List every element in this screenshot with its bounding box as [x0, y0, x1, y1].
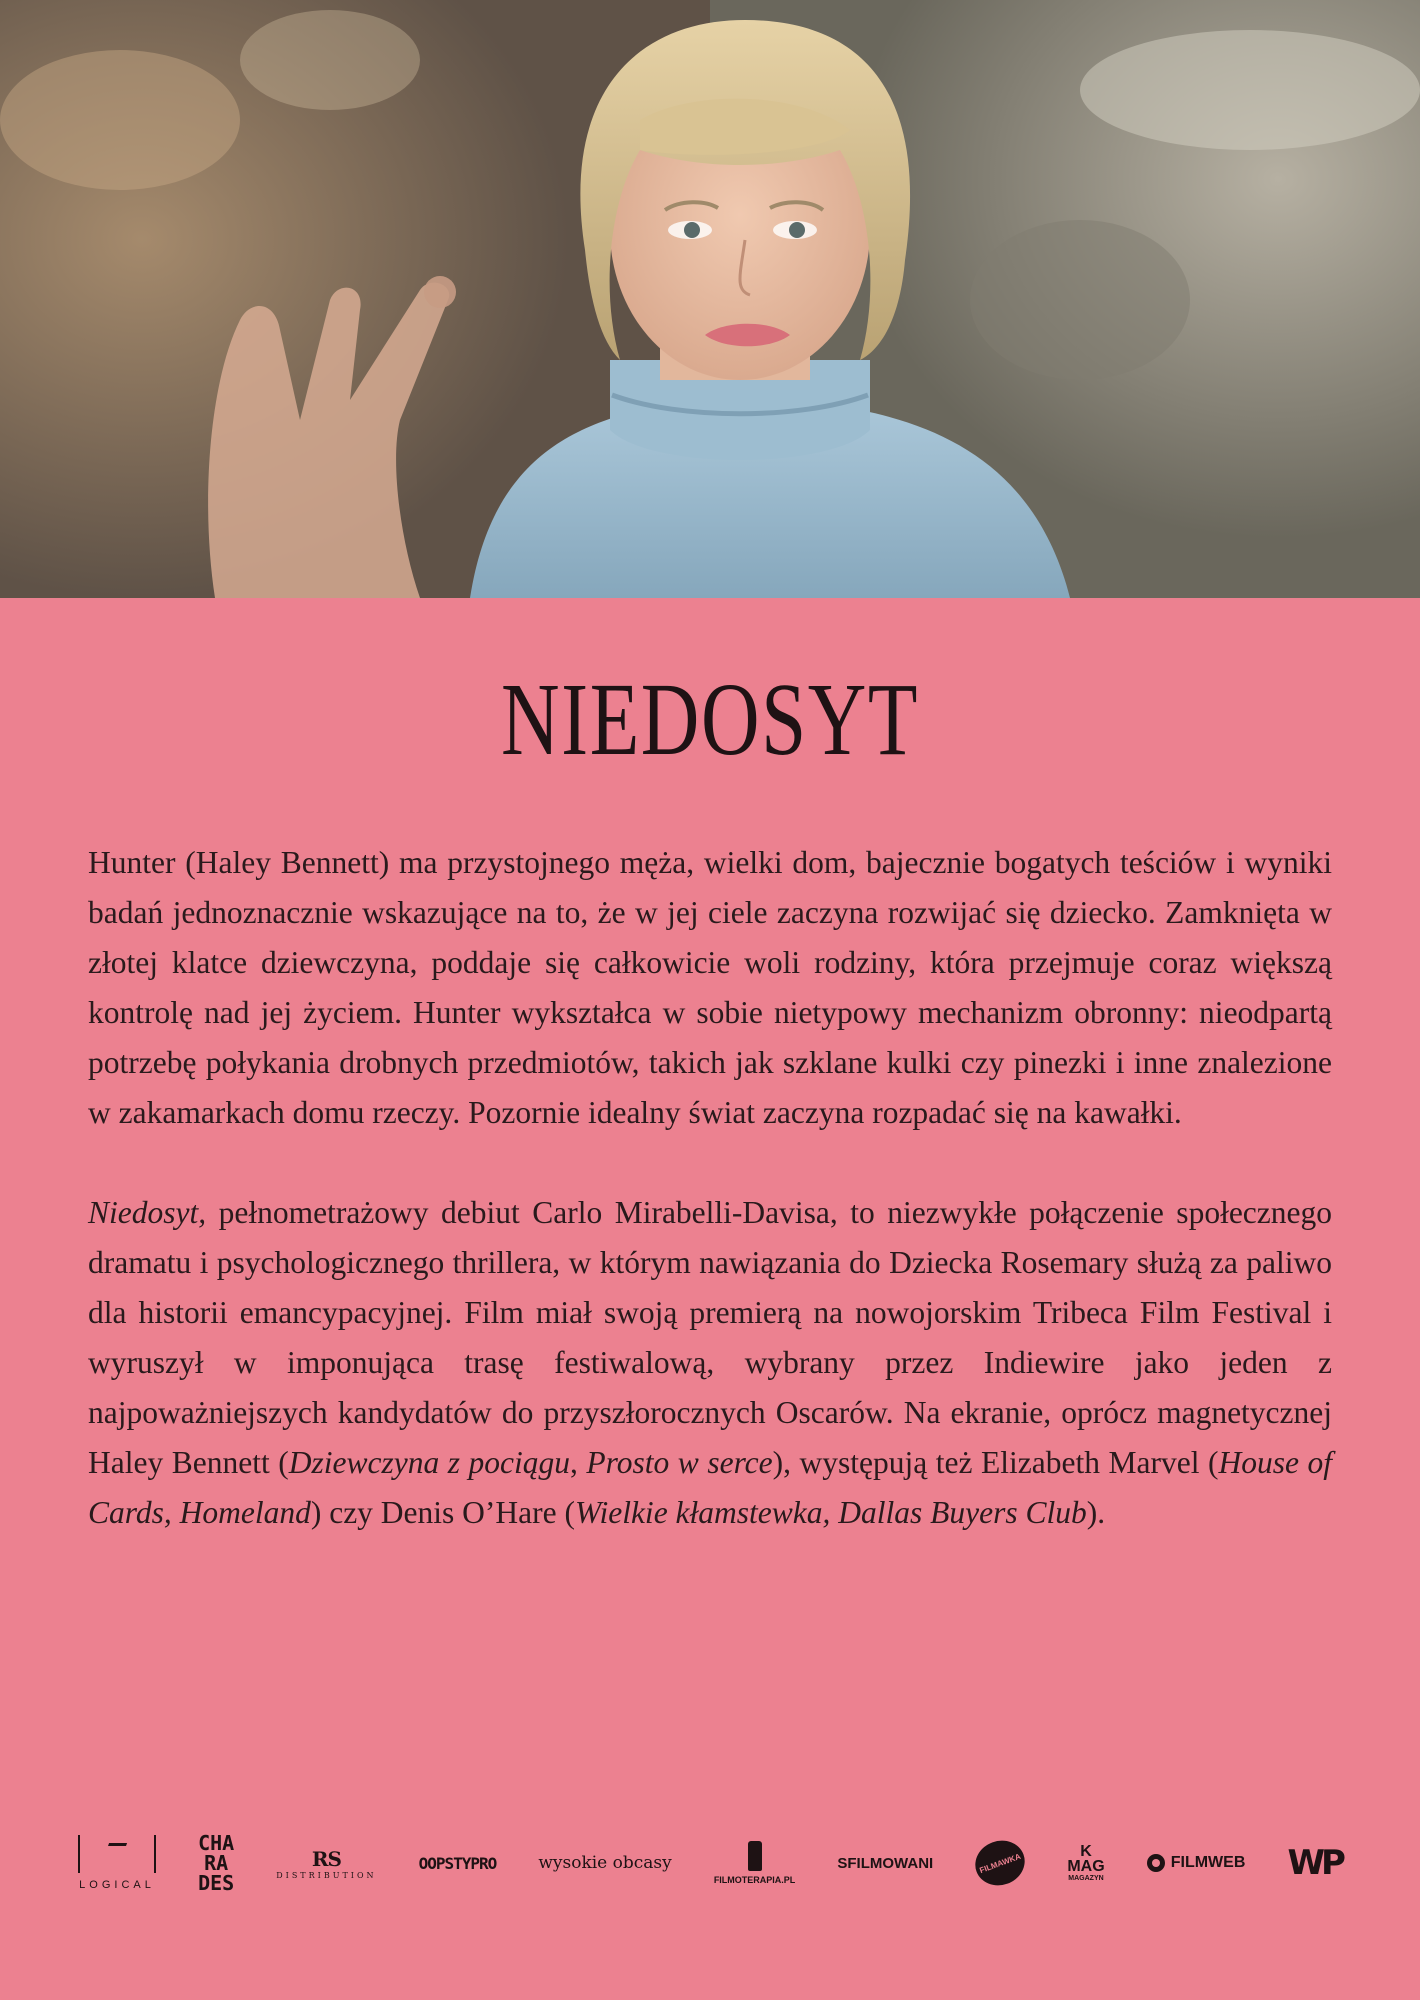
logo-charades-line-3: DES: [198, 1871, 235, 1895]
sponsor-logos: [78, 1818, 1342, 1908]
logo-sfilmowani: SFILMOWANI: [837, 1854, 934, 1872]
logo-logical-text: LOGICAL: [79, 1879, 155, 1891]
film-ref-4: Wielkie kłamstewka, Dallas Buyers Club: [574, 1495, 1087, 1530]
logo-kmag-mag: MAG: [1067, 1857, 1105, 1875]
logo-charades: [198, 1833, 234, 1893]
logo-logical: [78, 1835, 156, 1891]
film-title: NIEDOSYT: [500, 662, 920, 777]
synopsis-paragraph-2: [88, 1188, 1332, 1538]
synopsis-paragraph-1: Hunter (Haley Bennett) ma przystojnego męża, wielki dom, bajecznie bogatych teściów i wyniki badań jednoznacznie wskazujące na to, że w jej ciele zaczyna rozwijać się dziecko. Zamknięta w złotej klatce dziewczyna, poddaje się całkowicie woli rodziny, która przejmuje coraz większą kontrolę nad jej życiem. Hunter wykształca w sobie nietypowy mechanizm obronny: nieodpartą potrzebę połykania drobnych przedmiotów, takich jak szklane kulki czy pinezki i inne znalezione w zakamarkach domu rzeczy. Pozornie idealny świat zaczyna rozpadać się na kawałki.: [88, 845, 1332, 1130]
filmweb-reel-icon: [1147, 1854, 1165, 1872]
hero-photo: [0, 0, 1420, 598]
logo-wp: WP: [1287, 1843, 1342, 1883]
logo-kmag-k: K: [1080, 1842, 1092, 1860]
logo-filmawka: [975, 1841, 1025, 1885]
logo-rs-sub: DISTRIBUTION: [276, 1870, 377, 1880]
p2-text-d: ).: [1086, 1495, 1106, 1530]
film-ref-3: House of Cards, Homeland: [88, 1445, 1332, 1530]
logo-charades-line-1: CHA: [198, 1831, 235, 1855]
synopsis: [88, 838, 1332, 1538]
p2-text-b: ), występują też Elizabeth Marvel (: [772, 1445, 1219, 1480]
bottle-icon: [748, 1841, 762, 1871]
logo-kmag: [1067, 1844, 1104, 1883]
logo-kmag-sub: MAGAZYN: [1068, 1874, 1104, 1882]
logical-mark-icon: [78, 1835, 156, 1873]
logo-filmawka-badge: FILMAWKA: [969, 1834, 1031, 1892]
p2-sep-1: ,: [570, 1445, 587, 1480]
logo-filmoterapia: [714, 1841, 796, 1885]
logo-filmweb: [1147, 1854, 1246, 1872]
logo-filmoterapia-text: FILMOTERAPIA.PL: [713, 1875, 796, 1885]
logo-wysokie-obcasy: wysokie obcasy: [538, 1853, 672, 1873]
film-ref-2: Prosto w serce: [586, 1445, 773, 1480]
hero-photo-illustration: [0, 0, 1420, 598]
logo-rs-main: RS: [311, 1846, 341, 1871]
film-title-italic: Niedosyt,: [88, 1195, 207, 1230]
logo-filmweb-text: FILMWEB: [1170, 1854, 1246, 1871]
p2-text-c: ) czy Denis O’Hare (: [310, 1495, 575, 1530]
logo-charades-line-2: RA: [204, 1851, 229, 1875]
p2-text-a: pełnometrażowy debiut Carlo Mirabelli-Davisa, to niezwykłe połączenie społecznego dramatu i psychologicznego thrillera, w którym nawiązania do Dziecka Rosemary służą za paliwo dla historii emancypacyjnej. Film miał swoją premierą na nowojorskim Tribeca Film Festival i wyruszył w imponująca trasę festiwalową, wybrany przez Indiewire jako jeden z najpoważniejszych kandydatów do przyszłorocznych Oscarów. Na ekranie, oprócz magnetycznej Haley Bennett (: [88, 1195, 1332, 1480]
logo-ops: OOPSTYPRO: [418, 1853, 497, 1873]
logo-rs-distribution: [276, 1847, 376, 1880]
film-ref-1: Dziewczyna z pociągu: [288, 1445, 571, 1480]
